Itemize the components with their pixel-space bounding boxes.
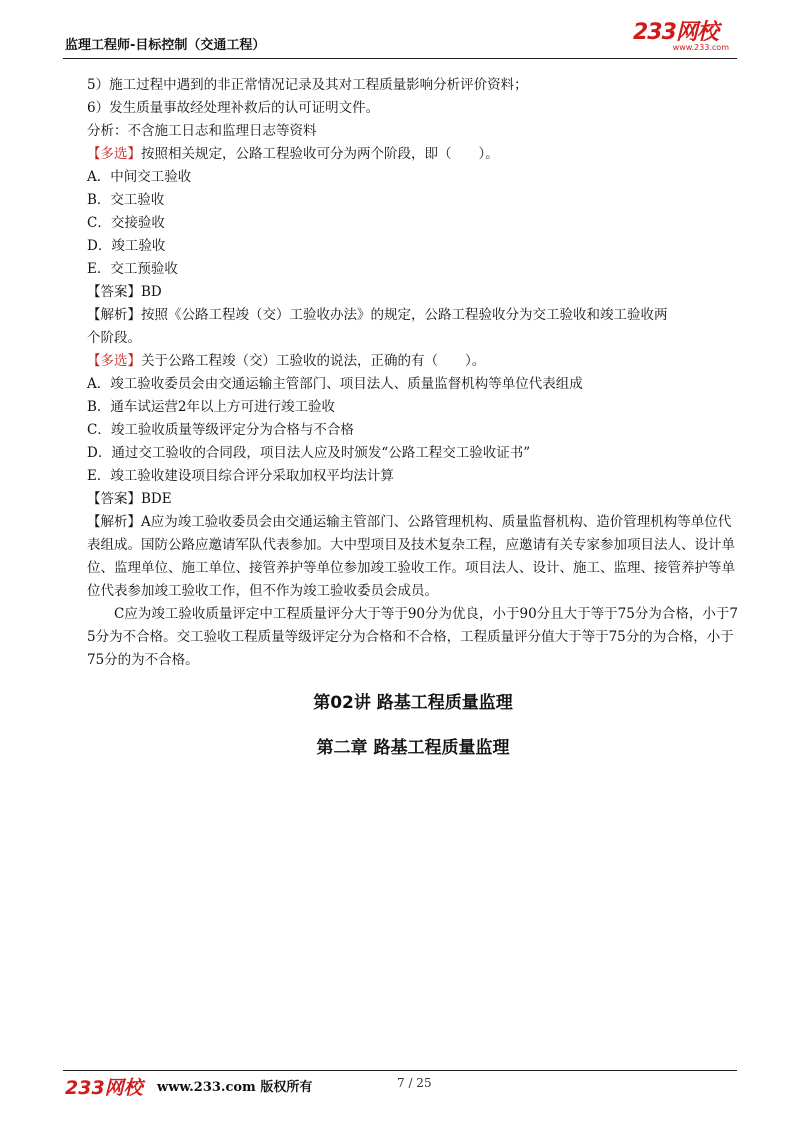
question-stem: [87, 350, 739, 373]
question-type-tag: 【多选】: [87, 353, 141, 369]
explanation: 【解析】按照《公路工程竣（交）工验收办法》的规定，公路工程验收分为交工验收和竣工验收两: [87, 307, 668, 323]
page-number: 7 / 25: [397, 1076, 432, 1090]
option-b: B．通车试运营2年以上方可进行竣工验收: [87, 399, 336, 415]
copyright-text: www.233.com 版权所有: [157, 1080, 313, 1095]
answer: 【答案】BDE: [87, 491, 172, 507]
question-text: 按照相关规定，公路工程验收可分为两个阶段，即（ ）。: [141, 146, 499, 162]
lecture-title: 第02讲 路基工程质量监理: [313, 693, 513, 713]
option-c: C．交接验收: [87, 215, 165, 231]
document-body: [87, 74, 739, 760]
option-a: A．中间交工验收: [87, 169, 192, 185]
question-text: 关于公路工程竣（交）工验收的说法，正确的有（ ）。: [141, 353, 486, 369]
page-header: [63, 20, 737, 59]
option-e: E．交工预验收: [87, 261, 178, 277]
list-item: 5）施工过程中遇到的非正常情况记录及其对工程质量影响分析评价资料；: [87, 77, 528, 93]
analysis-note: 分析：不含施工日志和监理日志等资料: [87, 123, 317, 139]
question-stem: [87, 143, 739, 166]
list-item: 6）发生质量事故经处理补救后的认可证明文件。: [87, 100, 380, 116]
option-a: A．竣工验收委员会由交通运输主管部门、项目法人、质量监督机构等单位代表组成: [87, 376, 583, 392]
option-c: C．竣工验收质量等级评定分为合格与不合格: [87, 422, 354, 438]
logo-text: 233网校: [633, 20, 718, 45]
footer-logo: 233网校: [65, 1077, 143, 1099]
chapter-title: 第二章 路基工程质量监理: [316, 738, 510, 758]
logo-url: www.233.com: [672, 43, 729, 52]
explanation-c: C应为竣工验收质量评定中工程质量评分大于等于90分为优良，小于90分且大于等于75分为合格，小于75分为不合格。交工验收工程质量等级评定分为合格和不合格，工程质量评分值大于等于75分的为合格，小于75分的为不合格。: [87, 606, 738, 668]
explanation: 【解析】A应为竣工验收委员会由交通运输主管部门、公路管理机构、质量监督机构、造价管理机构等单位代表组成。国防公路应邀请军队代表参加。大中型项目及技术复杂工程，应邀请有关专家参加项目法人、设计单位、监理单位、施工单位、接管养护等单位参加竣工验收工作。项目法人、设计、施工、监理、接管养护等单位代表参加竣工验收工作，但不作为竣工验收委员会成员。: [87, 514, 735, 599]
question-type-tag: 【多选】: [87, 146, 141, 162]
explanation-cont: 个阶段。: [87, 330, 141, 346]
page-footer: [63, 1070, 737, 1099]
option-e: E．竣工验收建设项目综合评分采取加权平均法计算: [87, 468, 394, 484]
option-b: B．交工验收: [87, 192, 165, 208]
header-title: 监理工程师-目标控制（交通工程）: [65, 38, 266, 53]
answer: 【答案】BD: [87, 284, 162, 300]
brand-logo: [633, 22, 737, 52]
option-d: D．通过交工验收的合同段，项目法人应及时颁发“公路工程交工验收证书”: [87, 445, 531, 461]
option-d: D．竣工验收: [87, 238, 166, 254]
